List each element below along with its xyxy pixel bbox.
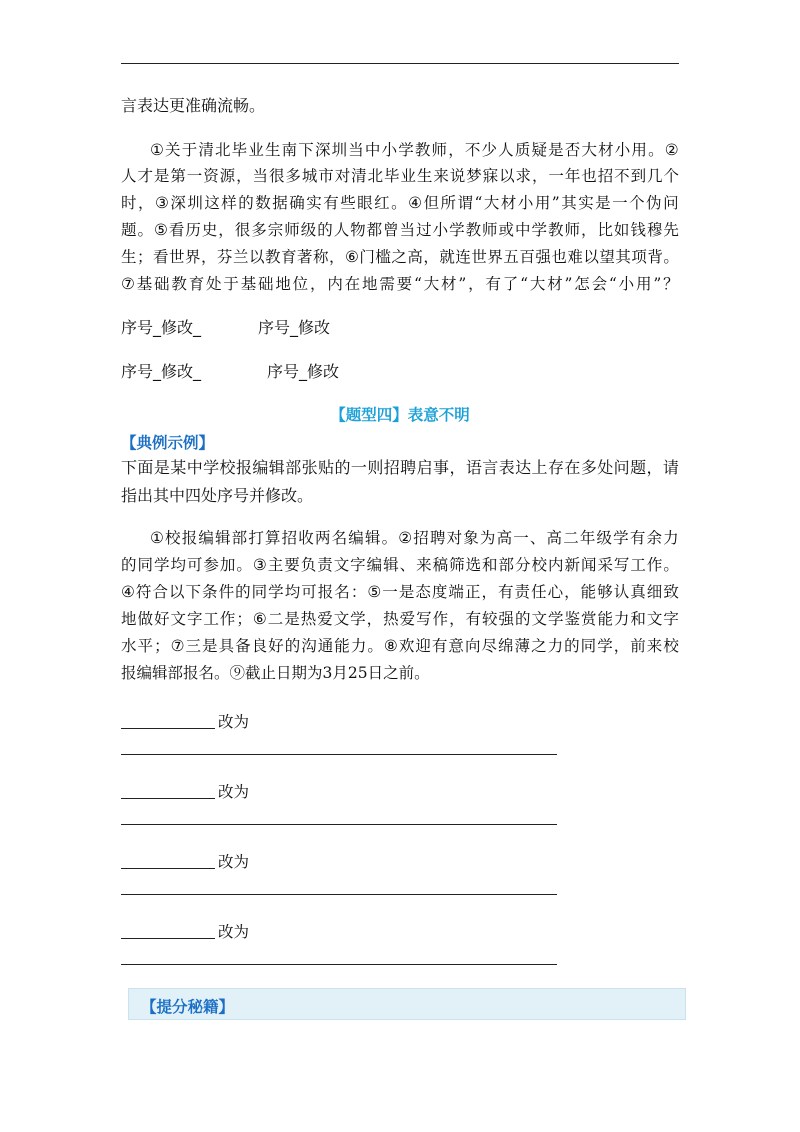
- question-line: 指出其中四处序号并修改。: [121, 486, 314, 505]
- change-label: 改为: [218, 853, 250, 871]
- change-label: 改为: [218, 783, 250, 801]
- question-line: 下 面 是 某 中 学 校 报 编 辑 部 张 贴 的 一 则 招 聘 启 事 ， 语 言 表 达 上 存 在 多 处 问 题 ， 请: [121, 458, 679, 477]
- header-rule: [121, 63, 679, 64]
- passage-2-line: 地 做 好 文 字 工 作 ； ⑥ 二 是 热 爱 文 学 ， 热 爱 写 作 ， 有 较 强 的 文 学 鉴 赏 能 力 和 文 字: [121, 610, 679, 628]
- change-label: 改为: [218, 923, 250, 941]
- continued-text: 言表达更准确流畅。: [121, 96, 266, 115]
- answer-line[interactable]: [121, 824, 557, 825]
- answer-slot[interactable]: 序号_修改: [267, 362, 340, 381]
- passage-2-line: 水 平 ； ⑦ 三 是 具 备 良 好 的 沟 通 能 力 。 ⑧ 欢 迎 有 意 向 尽 绵 薄 之 力 的 同 学 ， 前 来 校: [121, 637, 679, 655]
- passage-1-line: ⑦ 基 础 教 育 处 于 基 础 地 位 ， 内 在 地 需 要 “ 大 材 ” ， 有 了 “ 大 材 ” 怎 会 “ 小 用 ” ？: [121, 275, 679, 293]
- fill-blank[interactable]: [121, 710, 215, 729]
- answer-line[interactable]: [121, 964, 557, 965]
- answer-line[interactable]: [121, 754, 557, 755]
- tip-box: [128, 988, 686, 1020]
- passage-1-line: 人 才 是 第 一 资 源 ， 当 很 多 城 市 对 清 北 毕 业 生 来 说 梦 寐 以 求 ， 一 年 也 招 不 到 几 个: [121, 167, 679, 185]
- passage-2-line: ① 校 报 编 辑 部 打 算 招 收 两 名 编 辑 。 ② 招 聘 对 象 为 高 一 、 高 二 年 级 学 有 余 力: [150, 529, 679, 547]
- passage-2-line: 报编辑部报名。⑨截止日期为3月25日之前。: [121, 664, 430, 682]
- fill-blank[interactable]: [121, 920, 215, 939]
- change-label: 改为: [218, 713, 250, 731]
- example-label: 【典例示例】: [121, 434, 215, 452]
- fill-blank[interactable]: [121, 780, 215, 799]
- tip-label: 【提分秘籍】: [141, 998, 235, 1016]
- passage-1-line: ① 关 于 清 北 毕 业 生 南 下 深 圳 当 中 小 学 教 师 ， 不 少 人 质 疑 是 否 大 材 小 用 。 ②: [150, 141, 679, 159]
- passage-1-line: 时 ， ③ 深 圳 这 样 的 数 据 确 实 有 些 眼 红 。 ④ 但 所 谓 “ 大 材 小 用 ” 其 实 是 一 个 伪 问: [121, 194, 679, 212]
- answer-slot[interactable]: 序号_修改_: [121, 318, 202, 337]
- passage-1-line: 题 。 ⑤ 看 历 史 ， 很 多 宗 师 级 的 人 物 都 曾 当 过 小 学 教 师 或 中 学 教 师 ， 比 如 钱 穆 先: [121, 221, 679, 239]
- answer-line[interactable]: [121, 894, 557, 895]
- fill-blank[interactable]: [121, 850, 215, 869]
- answer-slot[interactable]: 序号_修改_: [121, 362, 202, 381]
- passage-1-line: 生 ； 看 世 界 ， 芬 兰 以 教 育 著 称 ， ⑥ 门 槛 之 高 ， 就 连 世 界 五 百 强 也 难 以 望 其 项 背 。: [121, 248, 679, 266]
- section-heading: 【题型四】表意不明: [330, 406, 470, 424]
- answer-slot[interactable]: 序号_修改: [258, 318, 331, 337]
- passage-2-line: 的 同 学 均 可 参 加 。 ③ 主 要 负 责 文 字 编 辑 、 来 稿 筛 选 和 部 分 校 内 新 闻 采 写 工 作 。: [121, 556, 679, 574]
- passage-2-line: ④ 符 合 以 下 条 件 的 同 学 均 可 报 名 ： ⑤ 一 是 态 度 端 正 ， 有 责 任 心 ， 能 够 认 真 细 致: [121, 583, 679, 601]
